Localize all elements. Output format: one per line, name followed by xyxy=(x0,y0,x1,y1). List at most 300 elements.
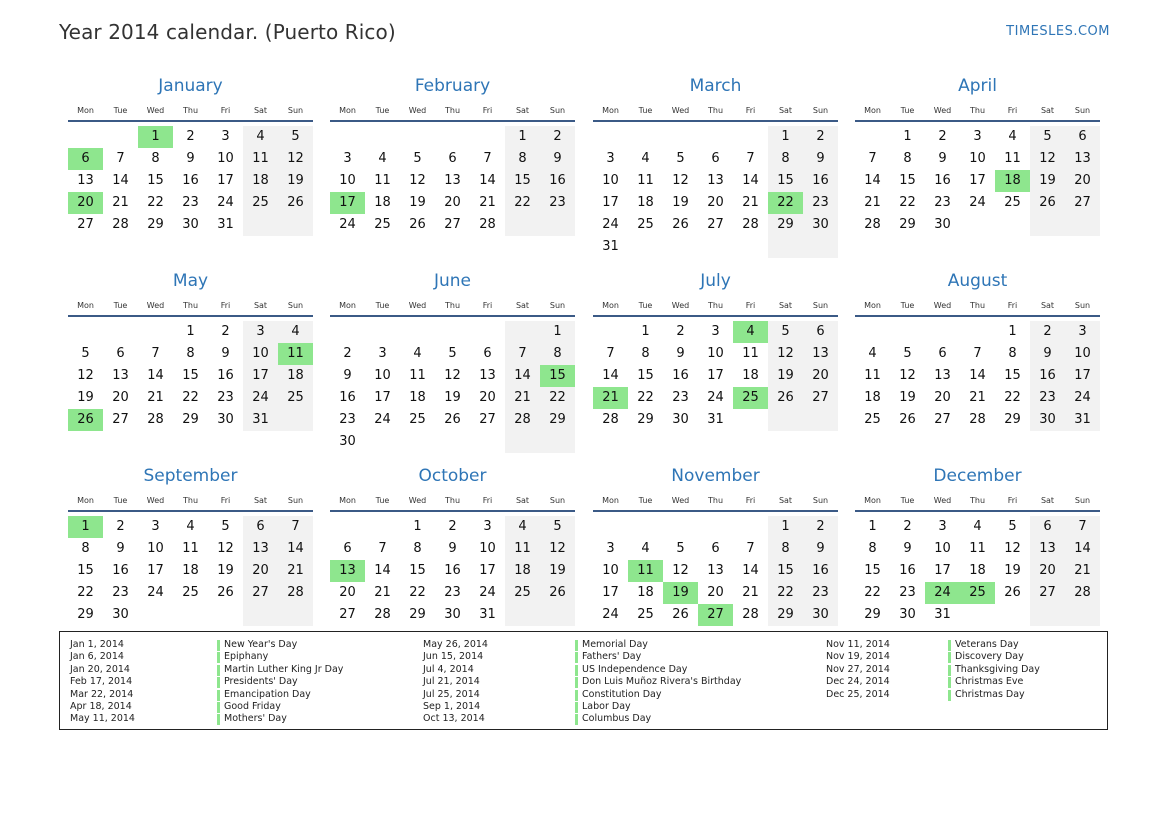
day-cell[interactable]: 12 xyxy=(278,148,313,170)
day-cell[interactable]: 19 xyxy=(899,390,916,405)
day-cell[interactable]: 3 xyxy=(378,346,387,361)
day-cell[interactable]: 23 xyxy=(217,390,234,405)
day-cell[interactable]: 30 xyxy=(803,604,838,626)
day-cell[interactable]: 12 xyxy=(672,563,689,578)
day-cell[interactable]: 19 xyxy=(77,390,94,405)
day-cell[interactable]: 3 xyxy=(606,541,615,556)
day-cell[interactable]: 28 xyxy=(602,412,619,427)
day-cell[interactable]: 12 xyxy=(768,343,803,365)
day-cell[interactable]: 11 xyxy=(1004,151,1021,166)
day-cell[interactable]: 29 xyxy=(182,412,199,427)
day-cell[interactable]: 27 xyxy=(444,217,461,232)
holiday-day-cell[interactable]: 15 xyxy=(540,365,575,387)
day-cell[interactable]: 12 xyxy=(1030,148,1065,170)
holiday-day-cell[interactable]: 22 xyxy=(768,192,803,214)
day-cell[interactable]: 9 xyxy=(448,541,457,556)
holiday-day-cell[interactable]: 21 xyxy=(593,387,628,409)
day-cell[interactable]: 23 xyxy=(112,585,129,600)
day-cell[interactable]: 23 xyxy=(899,585,916,600)
day-cell[interactable]: 27 xyxy=(339,607,356,622)
day-cell[interactable]: 13 xyxy=(1030,538,1065,560)
day-cell[interactable]: 10 xyxy=(339,173,356,188)
day-cell[interactable]: 16 xyxy=(803,560,838,582)
day-cell[interactable]: 25 xyxy=(278,387,313,409)
day-cell[interactable]: 22 xyxy=(540,387,575,409)
day-cell[interactable]: 24 xyxy=(147,585,164,600)
day-cell[interactable]: 14 xyxy=(278,538,313,560)
day-cell[interactable]: 24 xyxy=(479,585,496,600)
day-cell[interactable]: 23 xyxy=(1030,387,1065,409)
day-cell[interactable]: 7 xyxy=(483,151,492,166)
day-cell[interactable]: 15 xyxy=(864,563,881,578)
day-cell[interactable]: 26 xyxy=(217,585,234,600)
holiday-day-cell[interactable]: 4 xyxy=(733,321,768,343)
day-cell[interactable]: 11 xyxy=(409,368,426,383)
day-cell[interactable]: 27 xyxy=(934,412,951,427)
day-cell[interactable]: 20 xyxy=(339,585,356,600)
day-cell[interactable]: 15 xyxy=(768,560,803,582)
day-cell[interactable]: 13 xyxy=(77,173,94,188)
day-cell[interactable]: 29 xyxy=(1004,412,1021,427)
day-cell[interactable]: 11 xyxy=(182,541,199,556)
day-cell[interactable]: 12 xyxy=(1004,541,1021,556)
day-cell[interactable]: 21 xyxy=(742,585,759,600)
day-cell[interactable]: 13 xyxy=(934,368,951,383)
day-cell[interactable]: 22 xyxy=(182,390,199,405)
day-cell[interactable]: 2 xyxy=(343,346,352,361)
day-cell[interactable]: 15 xyxy=(147,173,164,188)
day-cell[interactable]: 27 xyxy=(1065,192,1100,214)
day-cell[interactable]: 20 xyxy=(444,195,461,210)
day-cell[interactable]: 28 xyxy=(864,217,881,232)
day-cell[interactable]: 22 xyxy=(864,585,881,600)
day-cell[interactable]: 5 xyxy=(413,151,422,166)
day-cell[interactable]: 10 xyxy=(934,541,951,556)
day-cell[interactable]: 28 xyxy=(742,217,759,232)
day-cell[interactable]: 1 xyxy=(1008,324,1017,339)
day-cell[interactable]: 10 xyxy=(479,541,496,556)
day-cell[interactable]: 15 xyxy=(505,170,540,192)
day-cell[interactable]: 2 xyxy=(448,519,457,534)
day-cell[interactable]: 8 xyxy=(413,541,422,556)
day-cell[interactable]: 22 xyxy=(77,585,94,600)
day-cell[interactable]: 21 xyxy=(505,387,540,409)
day-cell[interactable]: 8 xyxy=(1008,346,1017,361)
day-cell[interactable]: 21 xyxy=(479,195,496,210)
day-cell[interactable]: 2 xyxy=(1030,321,1065,343)
day-cell[interactable]: 12 xyxy=(77,368,94,383)
day-cell[interactable]: 1 xyxy=(768,516,803,538)
day-cell[interactable]: 28 xyxy=(147,412,164,427)
day-cell[interactable]: 3 xyxy=(973,129,982,144)
day-cell[interactable]: 4 xyxy=(973,519,982,534)
day-cell[interactable]: 2 xyxy=(903,519,912,534)
day-cell[interactable]: 12 xyxy=(672,173,689,188)
day-cell[interactable]: 5 xyxy=(903,346,912,361)
day-cell[interactable]: 31 xyxy=(934,607,951,622)
day-cell[interactable]: 3 xyxy=(1065,321,1100,343)
day-cell[interactable]: 25 xyxy=(243,192,278,214)
day-cell[interactable]: 5 xyxy=(1008,519,1017,534)
day-cell[interactable]: 19 xyxy=(1004,563,1021,578)
day-cell[interactable]: 1 xyxy=(413,519,422,534)
day-cell[interactable]: 28 xyxy=(505,409,540,431)
day-cell[interactable]: 7 xyxy=(151,346,160,361)
day-cell[interactable]: 13 xyxy=(707,173,724,188)
day-cell[interactable]: 15 xyxy=(637,368,654,383)
day-cell[interactable]: 3 xyxy=(343,151,352,166)
day-cell[interactable]: 8 xyxy=(505,148,540,170)
day-cell[interactable]: 28 xyxy=(112,217,129,232)
day-cell[interactable]: 22 xyxy=(768,582,803,604)
day-cell[interactable]: 4 xyxy=(1008,129,1017,144)
day-cell[interactable]: 26 xyxy=(768,387,803,409)
day-cell[interactable]: 2 xyxy=(540,126,575,148)
day-cell[interactable]: 3 xyxy=(606,151,615,166)
day-cell[interactable]: 19 xyxy=(444,390,461,405)
day-cell[interactable]: 10 xyxy=(602,173,619,188)
day-cell[interactable]: 21 xyxy=(1065,560,1100,582)
day-cell[interactable]: 20 xyxy=(1030,560,1065,582)
day-cell[interactable]: 27 xyxy=(479,412,496,427)
day-cell[interactable]: 23 xyxy=(672,390,689,405)
day-cell[interactable]: 8 xyxy=(903,151,912,166)
day-cell[interactable]: 16 xyxy=(899,563,916,578)
day-cell[interactable]: 21 xyxy=(969,390,986,405)
day-cell[interactable]: 4 xyxy=(505,516,540,538)
day-cell[interactable]: 28 xyxy=(479,217,496,232)
day-cell[interactable]: 18 xyxy=(409,390,426,405)
day-cell[interactable]: 1 xyxy=(186,324,195,339)
day-cell[interactable]: 21 xyxy=(112,195,129,210)
day-cell[interactable]: 8 xyxy=(151,151,160,166)
day-cell[interactable]: 3 xyxy=(938,519,947,534)
day-cell[interactable]: 8 xyxy=(540,343,575,365)
day-cell[interactable]: 1 xyxy=(768,126,803,148)
day-cell[interactable]: 22 xyxy=(409,585,426,600)
day-cell[interactable]: 29 xyxy=(147,217,164,232)
day-cell[interactable]: 18 xyxy=(742,368,759,383)
day-cell[interactable]: 25 xyxy=(409,412,426,427)
day-cell[interactable]: 5 xyxy=(81,346,90,361)
day-cell[interactable]: 7 xyxy=(746,541,755,556)
day-cell[interactable]: 22 xyxy=(1004,390,1021,405)
day-cell[interactable]: 18 xyxy=(278,365,313,387)
day-cell[interactable]: 27 xyxy=(707,217,724,232)
day-cell[interactable]: 28 xyxy=(969,412,986,427)
day-cell[interactable]: 8 xyxy=(768,538,803,560)
day-cell[interactable]: 9 xyxy=(938,151,947,166)
day-cell[interactable]: 19 xyxy=(1030,170,1065,192)
day-cell[interactable]: 6 xyxy=(448,151,457,166)
day-cell[interactable]: 8 xyxy=(81,541,90,556)
day-cell[interactable]: 13 xyxy=(444,173,461,188)
day-cell[interactable]: 25 xyxy=(864,412,881,427)
day-cell[interactable]: 1 xyxy=(868,519,877,534)
day-cell[interactable]: 10 xyxy=(243,343,278,365)
day-cell[interactable]: 17 xyxy=(374,390,391,405)
day-cell[interactable]: 29 xyxy=(768,604,803,626)
day-cell[interactable]: 23 xyxy=(444,585,461,600)
day-cell[interactable]: 26 xyxy=(409,217,426,232)
day-cell[interactable]: 1 xyxy=(505,126,540,148)
holiday-day-cell[interactable]: 27 xyxy=(698,604,733,626)
day-cell[interactable]: 8 xyxy=(868,541,877,556)
day-cell[interactable]: 19 xyxy=(278,170,313,192)
day-cell[interactable]: 23 xyxy=(182,195,199,210)
day-cell[interactable]: 2 xyxy=(676,324,685,339)
day-cell[interactable]: 2 xyxy=(221,324,230,339)
holiday-day-cell[interactable]: 1 xyxy=(138,126,173,148)
day-cell[interactable]: 3 xyxy=(221,129,230,144)
day-cell[interactable]: 14 xyxy=(147,368,164,383)
day-cell[interactable]: 31 xyxy=(243,409,278,431)
day-cell[interactable]: 31 xyxy=(707,412,724,427)
day-cell[interactable]: 4 xyxy=(641,151,650,166)
day-cell[interactable]: 21 xyxy=(742,195,759,210)
day-cell[interactable]: 22 xyxy=(505,192,540,214)
day-cell[interactable]: 14 xyxy=(479,173,496,188)
holiday-day-cell[interactable]: 6 xyxy=(68,148,103,170)
day-cell[interactable]: 12 xyxy=(409,173,426,188)
day-cell[interactable]: 13 xyxy=(112,368,129,383)
day-cell[interactable]: 7 xyxy=(606,346,615,361)
day-cell[interactable]: 15 xyxy=(182,368,199,383)
day-cell[interactable]: 12 xyxy=(444,368,461,383)
day-cell[interactable]: 6 xyxy=(343,541,352,556)
day-cell[interactable]: 18 xyxy=(182,563,199,578)
day-cell[interactable]: 6 xyxy=(803,321,838,343)
day-cell[interactable]: 7 xyxy=(116,151,125,166)
day-cell[interactable]: 17 xyxy=(934,563,951,578)
day-cell[interactable]: 21 xyxy=(147,390,164,405)
day-cell[interactable]: 20 xyxy=(1065,170,1100,192)
day-cell[interactable]: 4 xyxy=(641,541,650,556)
day-cell[interactable]: 10 xyxy=(969,151,986,166)
day-cell[interactable]: 29 xyxy=(899,217,916,232)
day-cell[interactable]: 3 xyxy=(711,324,720,339)
day-cell[interactable]: 11 xyxy=(864,368,881,383)
day-cell[interactable]: 9 xyxy=(803,148,838,170)
day-cell[interactable]: 30 xyxy=(182,217,199,232)
day-cell[interactable]: 7 xyxy=(278,516,313,538)
day-cell[interactable]: 9 xyxy=(343,368,352,383)
holiday-day-cell[interactable]: 17 xyxy=(330,192,365,214)
day-cell[interactable]: 8 xyxy=(768,148,803,170)
day-cell[interactable]: 27 xyxy=(243,582,278,604)
day-cell[interactable]: 29 xyxy=(637,412,654,427)
day-cell[interactable]: 31 xyxy=(602,239,619,254)
day-cell[interactable]: 16 xyxy=(540,170,575,192)
day-cell[interactable]: 14 xyxy=(112,173,129,188)
day-cell[interactable]: 28 xyxy=(1065,582,1100,604)
day-cell[interactable]: 13 xyxy=(707,563,724,578)
day-cell[interactable]: 16 xyxy=(339,390,356,405)
day-cell[interactable]: 25 xyxy=(637,217,654,232)
day-cell[interactable]: 26 xyxy=(444,412,461,427)
day-cell[interactable]: 25 xyxy=(637,607,654,622)
brand-link[interactable]: TIMESLES.COM xyxy=(1006,24,1110,39)
day-cell[interactable]: 18 xyxy=(864,390,881,405)
day-cell[interactable]: 19 xyxy=(217,563,234,578)
day-cell[interactable]: 17 xyxy=(602,195,619,210)
day-cell[interactable]: 8 xyxy=(641,346,650,361)
day-cell[interactable]: 6 xyxy=(711,151,720,166)
day-cell[interactable]: 24 xyxy=(602,217,619,232)
day-cell[interactable]: 3 xyxy=(151,519,160,534)
day-cell[interactable]: 16 xyxy=(444,563,461,578)
day-cell[interactable]: 17 xyxy=(1065,365,1100,387)
day-cell[interactable]: 26 xyxy=(899,412,916,427)
day-cell[interactable]: 5 xyxy=(676,541,685,556)
day-cell[interactable]: 6 xyxy=(483,346,492,361)
day-cell[interactable]: 25 xyxy=(1004,195,1021,210)
day-cell[interactable]: 5 xyxy=(676,151,685,166)
day-cell[interactable]: 27 xyxy=(112,412,129,427)
day-cell[interactable]: 7 xyxy=(378,541,387,556)
day-cell[interactable]: 29 xyxy=(864,607,881,622)
day-cell[interactable]: 1 xyxy=(903,129,912,144)
day-cell[interactable]: 9 xyxy=(803,538,838,560)
day-cell[interactable]: 29 xyxy=(77,607,94,622)
day-cell[interactable]: 9 xyxy=(1030,343,1065,365)
day-cell[interactable]: 20 xyxy=(243,560,278,582)
day-cell[interactable]: 23 xyxy=(339,412,356,427)
day-cell[interactable]: 17 xyxy=(602,585,619,600)
day-cell[interactable]: 14 xyxy=(374,563,391,578)
day-cell[interactable]: 17 xyxy=(243,365,278,387)
day-cell[interactable]: 14 xyxy=(602,368,619,383)
day-cell[interactable]: 17 xyxy=(969,173,986,188)
day-cell[interactable]: 15 xyxy=(409,563,426,578)
day-cell[interactable]: 17 xyxy=(479,563,496,578)
day-cell[interactable]: 10 xyxy=(374,368,391,383)
day-cell[interactable]: 18 xyxy=(243,170,278,192)
day-cell[interactable]: 18 xyxy=(505,560,540,582)
day-cell[interactable]: 21 xyxy=(278,560,313,582)
day-cell[interactable]: 30 xyxy=(934,217,951,232)
day-cell[interactable]: 21 xyxy=(864,195,881,210)
day-cell[interactable]: 24 xyxy=(1065,387,1100,409)
day-cell[interactable]: 17 xyxy=(217,173,234,188)
day-cell[interactable]: 30 xyxy=(112,607,129,622)
day-cell[interactable]: 23 xyxy=(540,192,575,214)
day-cell[interactable]: 24 xyxy=(217,195,234,210)
day-cell[interactable]: 10 xyxy=(707,346,724,361)
day-cell[interactable]: 30 xyxy=(444,607,461,622)
day-cell[interactable]: 11 xyxy=(742,346,759,361)
day-cell[interactable]: 16 xyxy=(803,170,838,192)
day-cell[interactable]: 9 xyxy=(676,346,685,361)
day-cell[interactable]: 30 xyxy=(803,214,838,236)
day-cell[interactable]: 16 xyxy=(934,173,951,188)
day-cell[interactable]: 2 xyxy=(186,129,195,144)
day-cell[interactable]: 6 xyxy=(1030,516,1065,538)
day-cell[interactable]: 6 xyxy=(116,346,125,361)
day-cell[interactable]: 9 xyxy=(221,346,230,361)
day-cell[interactable]: 12 xyxy=(217,541,234,556)
day-cell[interactable]: 1 xyxy=(540,321,575,343)
day-cell[interactable]: 30 xyxy=(217,412,234,427)
day-cell[interactable]: 26 xyxy=(672,217,689,232)
day-cell[interactable]: 16 xyxy=(182,173,199,188)
day-cell[interactable]: 28 xyxy=(278,582,313,604)
day-cell[interactable]: 29 xyxy=(409,607,426,622)
day-cell[interactable]: 20 xyxy=(707,585,724,600)
day-cell[interactable]: 19 xyxy=(672,195,689,210)
day-cell[interactable]: 16 xyxy=(112,563,129,578)
holiday-day-cell[interactable]: 11 xyxy=(628,560,663,582)
day-cell[interactable]: 19 xyxy=(540,560,575,582)
day-cell[interactable]: 6 xyxy=(1065,126,1100,148)
day-cell[interactable]: 19 xyxy=(409,195,426,210)
day-cell[interactable]: 27 xyxy=(77,217,94,232)
day-cell[interactable]: 10 xyxy=(602,563,619,578)
day-cell[interactable]: 27 xyxy=(803,387,838,409)
day-cell[interactable]: 20 xyxy=(112,390,129,405)
day-cell[interactable]: 31 xyxy=(479,607,496,622)
day-cell[interactable]: 16 xyxy=(1030,365,1065,387)
day-cell[interactable]: 18 xyxy=(969,563,986,578)
day-cell[interactable]: 24 xyxy=(339,217,356,232)
day-cell[interactable]: 25 xyxy=(182,585,199,600)
day-cell[interactable]: 11 xyxy=(243,148,278,170)
day-cell[interactable]: 12 xyxy=(899,368,916,383)
day-cell[interactable]: 8 xyxy=(186,346,195,361)
day-cell[interactable]: 4 xyxy=(413,346,422,361)
day-cell[interactable]: 28 xyxy=(374,607,391,622)
day-cell[interactable]: 15 xyxy=(1004,368,1021,383)
day-cell[interactable]: 17 xyxy=(707,368,724,383)
day-cell[interactable]: 9 xyxy=(186,151,195,166)
day-cell[interactable]: 30 xyxy=(899,607,916,622)
day-cell[interactable]: 14 xyxy=(1065,538,1100,560)
day-cell[interactable]: 6 xyxy=(938,346,947,361)
day-cell[interactable]: 16 xyxy=(217,368,234,383)
day-cell[interactable]: 28 xyxy=(742,607,759,622)
day-cell[interactable]: 24 xyxy=(707,390,724,405)
day-cell[interactable]: 30 xyxy=(672,412,689,427)
day-cell[interactable]: 2 xyxy=(803,516,838,538)
day-cell[interactable]: 24 xyxy=(602,607,619,622)
day-cell[interactable]: 9 xyxy=(540,148,575,170)
day-cell[interactable]: 11 xyxy=(637,173,654,188)
day-cell[interactable]: 5 xyxy=(768,321,803,343)
day-cell[interactable]: 27 xyxy=(1030,582,1065,604)
day-cell[interactable]: 3 xyxy=(243,321,278,343)
day-cell[interactable]: 9 xyxy=(116,541,125,556)
day-cell[interactable]: 22 xyxy=(147,195,164,210)
day-cell[interactable]: 5 xyxy=(1030,126,1065,148)
day-cell[interactable]: 26 xyxy=(540,582,575,604)
day-cell[interactable]: 26 xyxy=(1004,585,1021,600)
day-cell[interactable]: 10 xyxy=(217,151,234,166)
day-cell[interactable]: 24 xyxy=(374,412,391,427)
day-cell[interactable]: 13 xyxy=(1065,148,1100,170)
day-cell[interactable]: 23 xyxy=(803,582,838,604)
holiday-day-cell[interactable]: 19 xyxy=(663,582,698,604)
day-cell[interactable]: 6 xyxy=(711,541,720,556)
day-cell[interactable]: 5 xyxy=(221,519,230,534)
day-cell[interactable]: 16 xyxy=(672,368,689,383)
day-cell[interactable]: 2 xyxy=(116,519,125,534)
day-cell[interactable]: 14 xyxy=(505,365,540,387)
day-cell[interactable]: 20 xyxy=(707,195,724,210)
day-cell[interactable]: 13 xyxy=(479,368,496,383)
day-cell[interactable]: 29 xyxy=(540,409,575,431)
day-cell[interactable]: 7 xyxy=(1065,516,1100,538)
holiday-day-cell[interactable]: 18 xyxy=(995,170,1030,192)
